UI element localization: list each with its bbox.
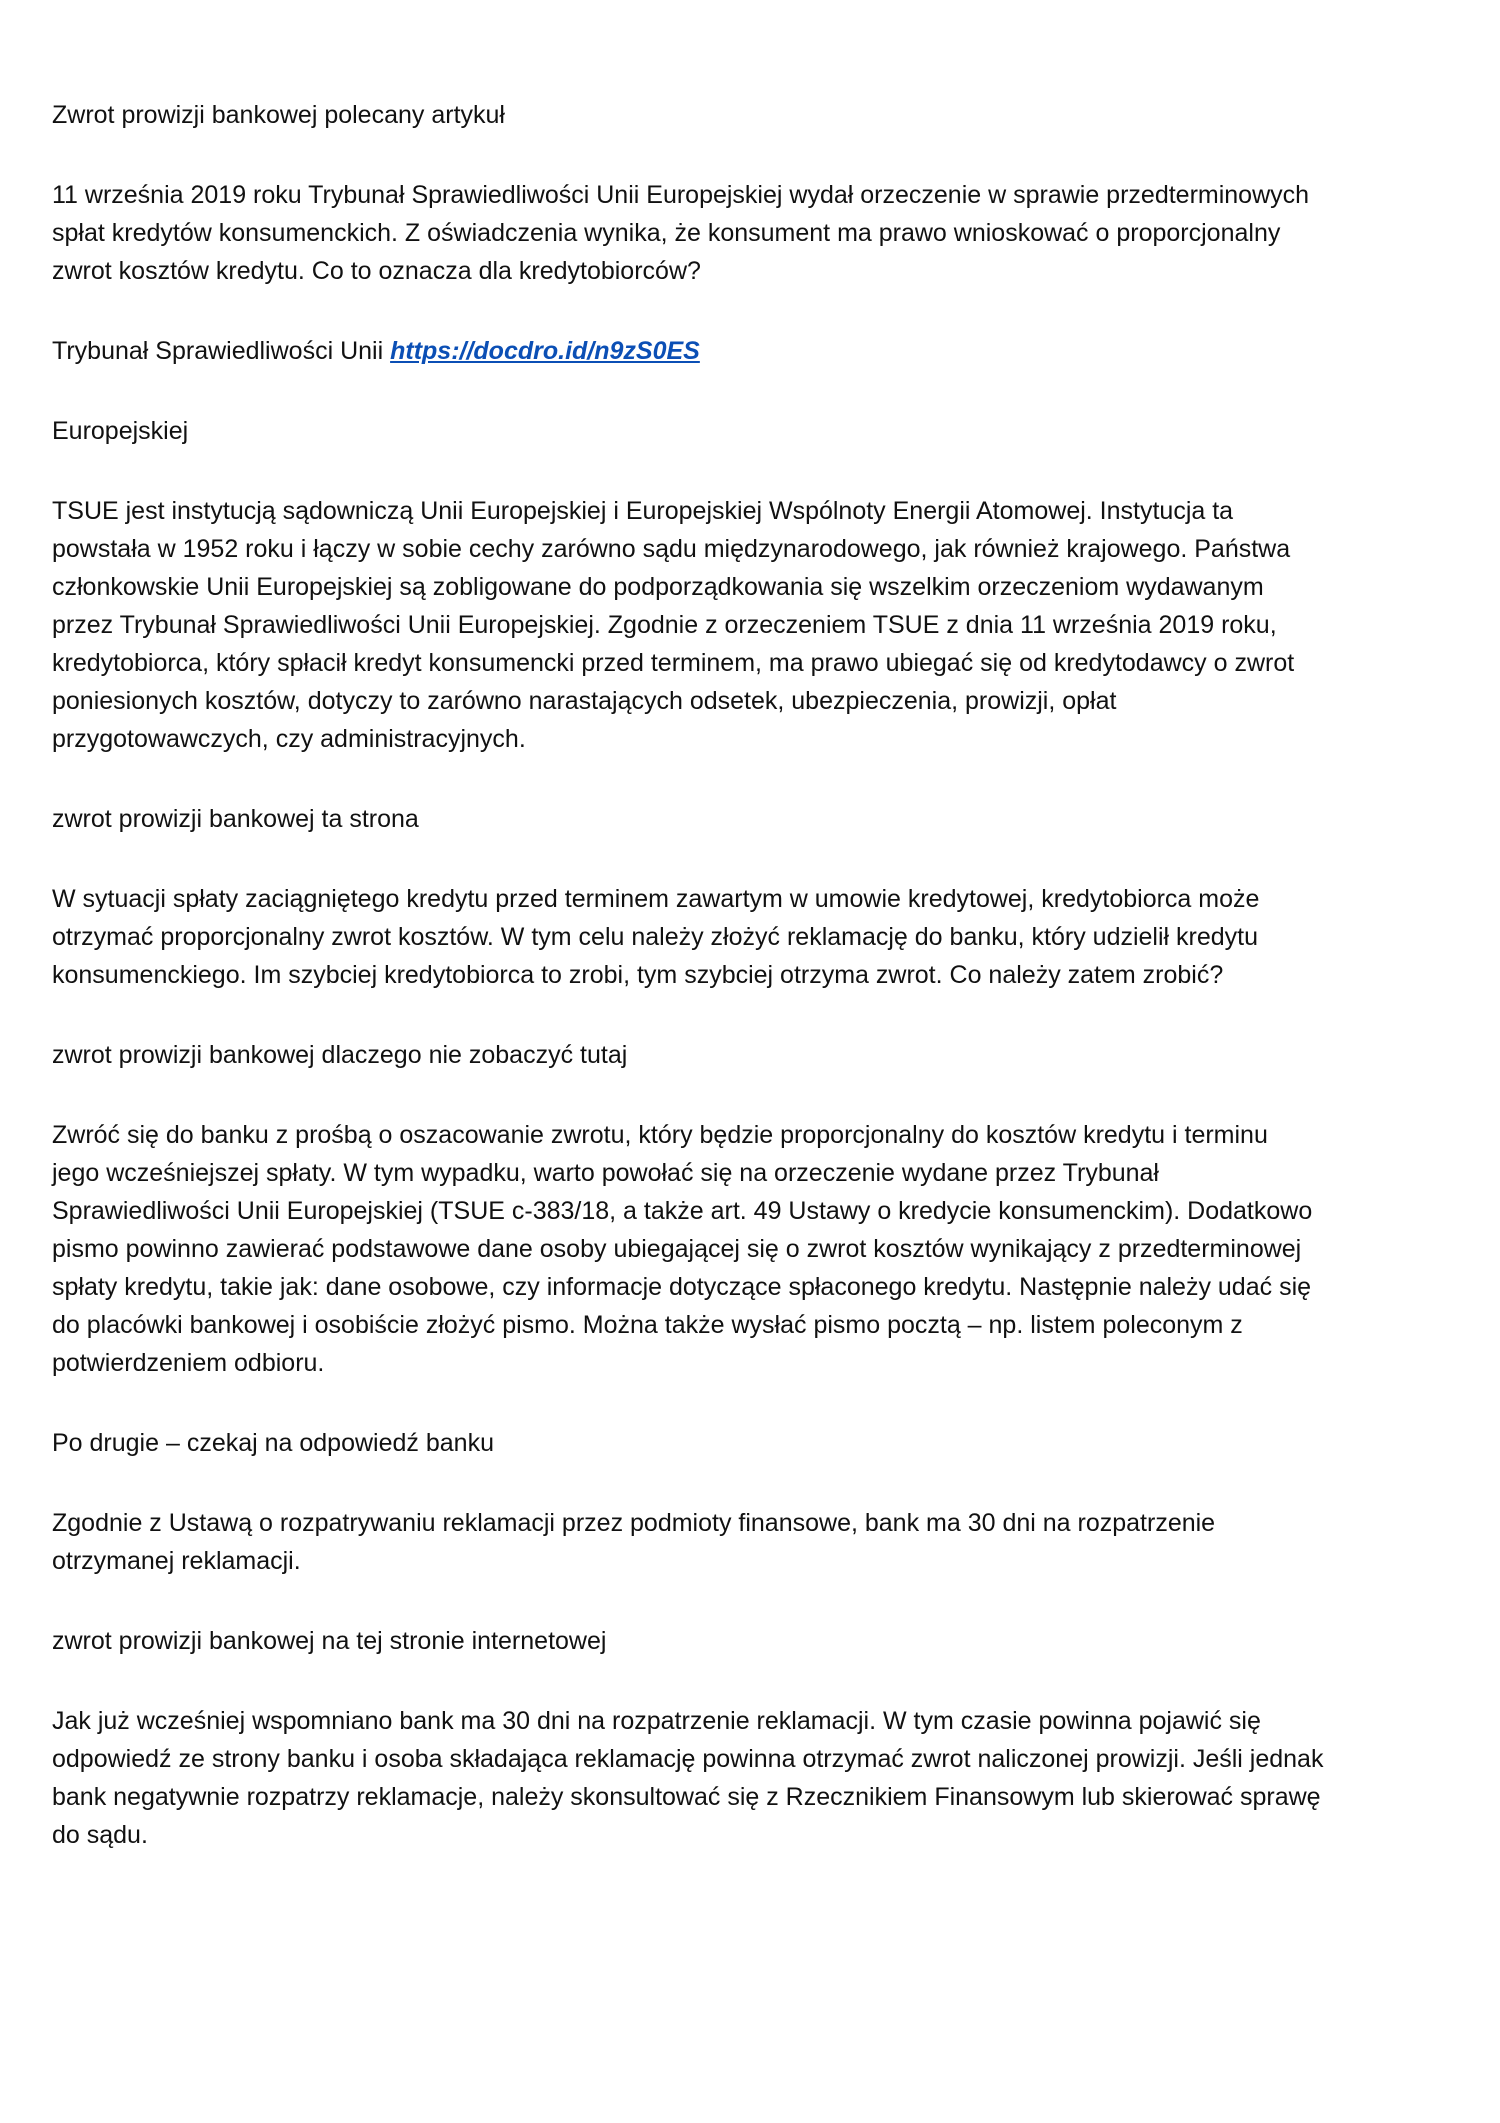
text-line: jego wcześniejszej spłaty. W tym wypadku, warto powołać się na orzeczenie wydane przez Trybunał [52,1159,1159,1187]
text-line: potwierdzeniem odbioru. [52,1349,325,1377]
text-line: spłaty kredytu, takie jak: dane osobowe, czy informacje dotyczące spłaconego kredytu. Następnie należy udać się [52,1273,1312,1301]
text-line: Zgodnie z Ustawą o rozpatrywaniu reklamacji przez podmioty finansowe, bank ma 30 dni na rozpatrzenie [52,1509,1216,1537]
text-line [52,332,1472,370]
paragraph [52,492,1472,758]
text-line: pismo powinno zawierać podstawowe dane osoby ubiegającej się o zwrot kosztów wynikający z przedterminowej [52,1235,1302,1263]
text-line: Po drugie – czekaj na odpowiedź banku [52,1429,494,1457]
text-line: Sprawiedliwości Unii Europejskiej (TSUE c-383/18, a także art. 49 Ustawy o kredycie konsumenckim). Dodatkowo [52,1197,1313,1225]
text-line: konsumenckiego. Im szybciej kredytobiorca to zrobi, tym szybciej otrzyma zwrot. Co należy zatem zrobić? [52,961,1224,989]
text-line: do sądu. [52,1821,148,1849]
docdro-link[interactable]: https://docdro.id/n9zS0ES [390,337,700,365]
text-line: otrzymać proporcjonalny zwrot kosztów. W tym celu należy złożyć reklamację do banku, który udzielił kredytu [52,923,1259,951]
text-line: W sytuacji spłaty zaciągniętego kredytu przed terminem zawartym w umowie kredytowej, kredytobiorca może [52,885,1260,913]
text-line: Jak już wcześniej wspomniano bank ma 30 dni na rozpatrzenie reklamacji. W tym czasie powinna pojawić się [52,1707,1261,1735]
text-line: poniesionych kosztów, dotyczy to zarówno narastających odsetek, ubezpieczenia, prowizji, opłat [52,687,1117,715]
text-line: Zwrot prowizji bankowej polecany artykuł [52,101,505,129]
text-line: przygotowawczych, czy administracyjnych. [52,725,526,753]
paragraph [52,1036,1472,1074]
paragraph [52,96,1472,134]
text-line: przez Trybunał Sprawiedliwości Unii Europejskiej. Zgodnie z orzeczeniem TSUE z dnia 11 września 2019 roku, [52,611,1277,639]
text-line: odpowiedź ze strony banku i osoba składająca reklamację powinna otrzymać zwrot naliczonej prowizji. Jeśli jednak [52,1745,1324,1773]
text-line: powstała w 1952 roku i łączy w sobie cechy zarówno sądu międzynarodowego, jak również krajowego. Państwa [52,535,1291,563]
paragraph [52,1622,1472,1660]
paragraph [52,1702,1472,1854]
text-line: bank negatywnie rozpatrzy reklamacje, należy skonsultować się z Rzecznikiem Finansowym lub skierować sprawę [52,1783,1321,1811]
text-line: członkowskie Unii Europejskiej są zobligowane do podporządkowania się wszelkim orzeczeniom wydawanym [52,573,1264,601]
text-line: zwrot kosztów kredytu. Co to oznacza dla kredytobiorców? [52,257,701,285]
document-body [52,96,1472,1896]
text-line: Europejskiej [52,417,189,445]
text-line: 11 września 2019 roku Trybunał Sprawiedliwości Unii Europejskiej wydał orzeczenie w sprawie przedterminowych [52,181,1310,209]
paragraph [52,176,1472,290]
text-line: zwrot prowizji bankowej dlaczego nie zobaczyć tutaj [52,1041,628,1069]
paragraph [52,1424,1472,1462]
text-line: spłat kredytów konsumenckich. Z oświadczenia wynika, że konsument ma prawo wnioskować o proporcjonalny [52,219,1281,247]
paragraph [52,332,1472,370]
text-line: otrzymanej reklamacji. [52,1547,301,1575]
text-line: zwrot prowizji bankowej ta strona [52,805,419,833]
text-line: TSUE jest instytucją sądowniczą Unii Europejskiej i Europejskiej Wspólnoty Energii Atomowej. Instytucja ta [52,497,1234,525]
paragraph [52,1504,1472,1580]
text-line: Zwróć się do banku z prośbą o oszacowanie zwrotu, który będzie proporcjonalny do kosztów kredytu i terminu [52,1121,1268,1149]
text-line: do placówki bankowej i osobiście złożyć pismo. Można także wysłać pismo pocztą – np. listem poleconym z [52,1311,1243,1339]
text-line: zwrot prowizji bankowej na tej stronie internetowej [52,1627,607,1655]
link-prefix-text: Trybunał Sprawiedliwości Unii [52,337,391,365]
paragraph [52,800,1472,838]
paragraph [52,412,1472,450]
paragraph [52,880,1472,994]
paragraph [52,1116,1472,1382]
text-line: kredytobiorca, który spłacił kredyt konsumencki przed terminem, ma prawo ubiegać się od kredytodawcy o zwrot [52,649,1295,677]
